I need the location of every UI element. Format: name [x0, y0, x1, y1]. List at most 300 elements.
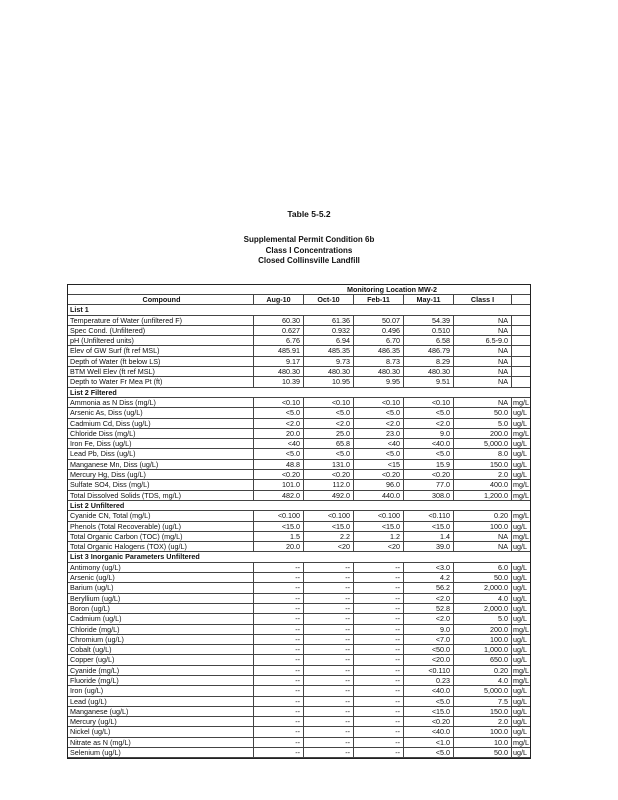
value-cell: 4.2	[404, 573, 454, 582]
value-cell: --	[354, 594, 404, 603]
value-cell: 1.2	[354, 532, 404, 541]
value-cell: --	[254, 717, 304, 726]
value-cell: 1.5	[254, 532, 304, 541]
value-cell: <2.0	[404, 594, 454, 603]
table-row	[68, 398, 530, 408]
value-cell: --	[304, 655, 354, 664]
table-row	[68, 573, 530, 583]
value-cell: --	[254, 625, 304, 634]
value-cell: <1.0	[404, 738, 454, 747]
unit-cell: mg/L	[513, 490, 529, 500]
value-cell: <40.0	[404, 686, 454, 695]
value-cell: <2.0	[254, 419, 304, 428]
section-row	[68, 552, 530, 562]
value-cell: <5.0	[404, 748, 454, 757]
compound-cell: Manganese (ug/L)	[68, 707, 254, 716]
value-cell: --	[304, 614, 354, 623]
compound-cell: Cyanide (mg/L)	[68, 666, 254, 675]
value-cell: <0.10	[254, 398, 304, 407]
value-cell: <2.0	[354, 419, 404, 428]
value-cell: 9.0	[404, 429, 454, 438]
compound-cell: Ammonia as N Diss (mg/L)	[68, 398, 254, 407]
location-header: Monitoring Location MW-2	[68, 285, 530, 295]
value-cell: --	[354, 717, 404, 726]
table-row	[68, 676, 530, 686]
table-row	[68, 522, 530, 532]
value-cell: 39.0	[404, 542, 454, 551]
compound-cell: Total Organic Halogens (TOX) (ug/L)	[68, 542, 254, 551]
class-limit-cell: 100.0	[454, 635, 512, 644]
value-cell: <5.0	[404, 408, 454, 417]
value-cell: 77.0	[404, 480, 454, 489]
table-row	[68, 614, 530, 624]
class-limit-cell: NA	[454, 542, 512, 551]
compound-cell: Lead Pb, Diss (ug/L)	[68, 449, 254, 458]
value-cell: --	[304, 717, 354, 726]
value-cell: --	[354, 635, 404, 644]
value-cell: --	[354, 686, 404, 695]
value-cell: 0.496	[354, 326, 404, 335]
value-cell: --	[354, 697, 404, 706]
class-limit-cell: 50.0	[454, 748, 512, 757]
value-cell: 50.07	[354, 316, 404, 325]
value-cell: --	[304, 738, 354, 747]
unit-cell: ug/L	[513, 521, 527, 531]
compound-cell: Chloride Diss (mg/L)	[68, 429, 254, 438]
value-cell: --	[354, 655, 404, 664]
value-cell: 480.30	[254, 367, 304, 376]
compound-cell: Cyanide CN, Total (mg/L)	[68, 511, 254, 520]
class-limit-cell: 6.0	[454, 563, 512, 572]
class-limit-cell: NA	[454, 367, 512, 376]
value-cell: 101.0	[254, 480, 304, 489]
table-row	[68, 346, 530, 356]
value-cell: <0.110	[404, 511, 454, 520]
compound-cell: Depth of Water (ft below LS)	[68, 357, 254, 366]
value-cell: <2.0	[404, 614, 454, 623]
value-cell: --	[304, 645, 354, 654]
compound-cell: Depth to Water Fr Mea Pt (ft)	[68, 377, 254, 386]
value-cell: <15.0	[404, 707, 454, 716]
value-cell: --	[304, 583, 354, 592]
value-cell: --	[304, 604, 354, 613]
class-limit-cell: NA	[454, 532, 512, 541]
table-row	[68, 480, 530, 490]
value-cell: <5.0	[404, 449, 454, 458]
value-cell: 480.30	[354, 367, 404, 376]
value-cell: 56.2	[404, 583, 454, 592]
table-row	[68, 419, 530, 429]
table-row	[68, 686, 530, 696]
compound-cell: Cadmium Cd, Diss (ug/L)	[68, 419, 254, 428]
class-limit-cell: 5,000.0	[454, 439, 512, 448]
table-row	[68, 439, 530, 449]
value-cell: 0.932	[304, 326, 354, 335]
unit-cell: mg/L	[513, 511, 529, 521]
value-cell: --	[354, 707, 404, 716]
value-cell: <15.0	[354, 522, 404, 531]
value-cell: 96.0	[354, 480, 404, 489]
section-row	[68, 388, 530, 398]
unit-cell: ug/L	[513, 459, 527, 469]
value-cell: --	[304, 594, 354, 603]
compound-cell: Arsenic As, Diss (ug/L)	[68, 408, 254, 417]
value-cell: --	[304, 573, 354, 582]
value-cell: <5.0	[354, 408, 404, 417]
column-header: Oct-10	[304, 295, 354, 304]
value-cell: <0.20	[404, 470, 454, 479]
value-cell: --	[254, 573, 304, 582]
value-cell: --	[254, 655, 304, 664]
value-cell: 10.39	[254, 377, 304, 386]
value-cell: --	[254, 738, 304, 747]
value-cell: <0.10	[404, 398, 454, 407]
compound-cell: Mercury Hg, Diss (ug/L)	[68, 470, 254, 479]
unit-cell	[512, 336, 530, 345]
compound-cell: Total Organic Carbon (TOC) (mg/L)	[68, 532, 254, 541]
class-limit-cell: 5,000.0	[454, 686, 512, 695]
value-cell: --	[354, 625, 404, 634]
class-limit-cell: 4.0	[454, 594, 512, 603]
value-cell: 8.73	[354, 357, 404, 366]
value-cell: 6.58	[404, 336, 454, 345]
value-cell: <5.0	[254, 408, 304, 417]
compound-cell: Temperature of Water (unfiltered F)	[68, 316, 254, 325]
value-cell: 9.73	[304, 357, 354, 366]
unit-cell: ug/L	[513, 748, 527, 758]
compound-cell: Arsenic (ug/L)	[68, 573, 254, 582]
value-cell: 54.39	[404, 316, 454, 325]
class-limit-cell: 10.0	[454, 738, 512, 747]
value-cell: <5.0	[304, 449, 354, 458]
class-limit-cell: 8.0	[454, 449, 512, 458]
unit-cell	[512, 357, 530, 366]
value-cell: --	[304, 625, 354, 634]
table-row	[68, 357, 530, 367]
value-cell: <15	[354, 460, 404, 469]
table-row	[68, 604, 530, 614]
data-table	[67, 284, 531, 759]
section-row	[68, 305, 530, 315]
value-cell: 9.51	[404, 377, 454, 386]
value-cell: --	[254, 583, 304, 592]
compound-cell: Beryllium (ug/L)	[68, 594, 254, 603]
value-cell: --	[254, 645, 304, 654]
value-cell: --	[304, 666, 354, 675]
value-cell: <0.10	[354, 398, 404, 407]
column-header: Compound	[68, 295, 254, 304]
value-cell: <0.100	[304, 511, 354, 520]
value-cell: 10.95	[304, 377, 354, 386]
class-limit-cell: 2.0	[454, 470, 512, 479]
table-row	[68, 738, 530, 748]
section-row	[68, 501, 530, 511]
value-cell: --	[304, 686, 354, 695]
value-cell: --	[254, 697, 304, 706]
class-limit-cell: 5.0	[454, 419, 512, 428]
value-cell: <0.20	[304, 470, 354, 479]
value-cell: <0.20	[254, 470, 304, 479]
value-cell: --	[304, 707, 354, 716]
value-cell: --	[304, 727, 354, 736]
table-row	[68, 717, 530, 727]
value-cell: 440.0	[354, 491, 404, 500]
class-limit-cell: 2.0	[454, 717, 512, 726]
class-limit-cell: 50.0	[454, 573, 512, 582]
unit-cell: mg/L	[513, 665, 529, 675]
class-limit-cell: 100.0	[454, 522, 512, 531]
class-limit-cell: 2,000.0	[454, 583, 512, 592]
value-cell: --	[354, 645, 404, 654]
compound-cell: Antimony (ug/L)	[68, 563, 254, 572]
value-cell: 308.0	[404, 491, 454, 500]
unit-cell: ug/L	[513, 593, 527, 603]
value-cell: --	[254, 563, 304, 572]
value-cell: <0.10	[304, 398, 354, 407]
unit-cell: ug/L	[513, 696, 527, 706]
value-cell: --	[354, 727, 404, 736]
value-cell: <5.0	[354, 449, 404, 458]
table-number: Table 5-5.2	[287, 209, 331, 219]
value-cell: 482.0	[254, 491, 304, 500]
table-row	[68, 491, 530, 501]
value-cell: <50.0	[404, 645, 454, 654]
unit-cell: mg/L	[513, 624, 529, 634]
class-limit-cell: 7.5	[454, 697, 512, 706]
table-body	[68, 305, 530, 758]
table-row	[68, 655, 530, 665]
value-cell: <2.0	[404, 419, 454, 428]
table-row	[68, 367, 530, 377]
value-cell: <20	[304, 542, 354, 551]
value-cell: --	[254, 614, 304, 623]
compound-cell: Total Dissolved Solids (TDS, mg/L)	[68, 491, 254, 500]
table-row	[68, 542, 530, 552]
class-limit-cell: NA	[454, 326, 512, 335]
table-row	[68, 666, 530, 676]
value-cell: --	[254, 666, 304, 675]
table-row	[68, 326, 530, 336]
value-cell: 9.0	[404, 625, 454, 634]
class-limit-cell: 50.0	[454, 408, 512, 417]
class-limit-cell: 150.0	[454, 460, 512, 469]
value-cell: 6.94	[304, 336, 354, 345]
unit-cell: mg/L	[513, 531, 529, 541]
table-row	[68, 336, 530, 346]
value-cell: 9.95	[354, 377, 404, 386]
value-cell: 25.0	[304, 429, 354, 438]
section-label: List 2 Filtered	[70, 387, 117, 397]
value-cell: --	[304, 676, 354, 685]
section-label: List 1	[70, 305, 89, 315]
class-limit-cell: 200.0	[454, 625, 512, 634]
unit-cell: ug/L	[513, 655, 527, 665]
compound-cell: Cadmium (ug/L)	[68, 614, 254, 623]
value-cell: <5.0	[404, 697, 454, 706]
value-cell: <15.0	[404, 522, 454, 531]
unit-cell: mg/L	[513, 675, 529, 685]
table-row	[68, 748, 530, 758]
value-cell: --	[354, 666, 404, 675]
column-header: Aug-10	[254, 295, 304, 304]
value-cell: 2.2	[304, 532, 354, 541]
class-limit-cell: NA	[454, 357, 512, 366]
unit-cell: ug/L	[513, 603, 527, 613]
column-header: Class I	[454, 295, 512, 304]
value-cell: --	[304, 563, 354, 572]
class-limit-cell: 650.0	[454, 655, 512, 664]
compound-cell: Boron (ug/L)	[68, 604, 254, 613]
value-cell: 0.510	[404, 326, 454, 335]
compound-cell: Spec Cond. (Unfiltered)	[68, 326, 254, 335]
class-limit-cell: 0.20	[454, 511, 512, 520]
value-cell: 6.70	[354, 336, 404, 345]
table-row	[68, 563, 530, 573]
unit-cell: ug/L	[513, 634, 527, 644]
table-row	[68, 645, 530, 655]
unit-cell	[512, 377, 530, 386]
value-cell: <40.0	[404, 727, 454, 736]
value-cell: 0.627	[254, 326, 304, 335]
table-row	[68, 635, 530, 645]
unit-cell: mg/L	[513, 480, 529, 490]
table-row	[68, 460, 530, 470]
value-cell: 15.9	[404, 460, 454, 469]
caption-line-3: Closed Collinsville Landfill	[258, 256, 360, 265]
compound-cell: Mercury (ug/L)	[68, 717, 254, 726]
value-cell: <3.0	[404, 563, 454, 572]
value-cell: 8.29	[404, 357, 454, 366]
value-cell: 6.76	[254, 336, 304, 345]
unit-cell: ug/L	[513, 439, 527, 449]
value-cell: --	[254, 707, 304, 716]
compound-cell: Nickel (ug/L)	[68, 727, 254, 736]
compound-cell: Elev of GW Surf (ft ref MSL)	[68, 346, 254, 355]
value-cell: --	[254, 676, 304, 685]
unit-cell: mg/L	[513, 397, 529, 407]
unit-cell	[512, 326, 530, 335]
value-cell: 65.8	[304, 439, 354, 448]
value-cell: <0.100	[354, 511, 404, 520]
value-cell: --	[354, 614, 404, 623]
compound-cell: Iron (ug/L)	[68, 686, 254, 695]
value-cell: --	[354, 583, 404, 592]
value-cell: 0.23	[404, 676, 454, 685]
compound-cell: Selenium (ug/L)	[68, 748, 254, 757]
value-cell: 9.17	[254, 357, 304, 366]
compound-cell: Nitrate as N (mg/L)	[68, 738, 254, 747]
compound-cell: Manganese Mn, Diss (ug/L)	[68, 460, 254, 469]
compound-cell: Sulfate SO4, Diss (mg/L)	[68, 480, 254, 489]
value-cell: <40.0	[404, 439, 454, 448]
value-cell: --	[254, 748, 304, 757]
value-cell: --	[254, 727, 304, 736]
compound-cell: Chloride (mg/L)	[68, 625, 254, 634]
value-cell: 20.0	[254, 429, 304, 438]
class-limit-cell: 100.0	[454, 727, 512, 736]
value-cell: <7.0	[404, 635, 454, 644]
value-cell: <0.100	[254, 511, 304, 520]
value-cell: --	[254, 686, 304, 695]
value-cell: 486.35	[354, 346, 404, 355]
section-label: List 3 Inorganic Parameters Unfiltered	[70, 552, 200, 562]
table-row	[68, 625, 530, 635]
value-cell: --	[354, 563, 404, 572]
column-header-row	[68, 295, 530, 305]
unit-cell: ug/L	[513, 717, 527, 727]
class-limit-cell: NA	[454, 346, 512, 355]
compound-cell: Cobalt (ug/L)	[68, 645, 254, 654]
table-row	[68, 408, 530, 418]
class-limit-cell: NA	[454, 398, 512, 407]
value-cell: 61.36	[304, 316, 354, 325]
column-header	[512, 295, 530, 304]
table-row	[68, 377, 530, 387]
value-cell: 1.4	[404, 532, 454, 541]
section-label: List 2 Unfiltered	[70, 500, 125, 510]
compound-cell: pH (Unfiltered units)	[68, 336, 254, 345]
unit-cell: ug/L	[513, 645, 527, 655]
value-cell: --	[304, 697, 354, 706]
class-limit-cell: 400.0	[454, 480, 512, 489]
table-row	[68, 470, 530, 480]
value-cell: <20	[354, 542, 404, 551]
value-cell: 486.79	[404, 346, 454, 355]
compound-cell: Iron Fe, Diss (ug/L)	[68, 439, 254, 448]
value-cell: <0.20	[404, 717, 454, 726]
value-cell: <0.110	[404, 666, 454, 675]
value-cell: --	[254, 635, 304, 644]
unit-cell: ug/L	[513, 583, 527, 593]
unit-cell	[512, 367, 530, 376]
table-row	[68, 707, 530, 717]
value-cell: --	[354, 748, 404, 757]
value-cell: --	[354, 604, 404, 613]
value-cell: <15.0	[254, 522, 304, 531]
unit-cell: ug/L	[513, 418, 527, 428]
compound-cell: Copper (ug/L)	[68, 655, 254, 664]
table-row	[68, 316, 530, 326]
caption-line-1: Supplemental Permit Condition 6b	[243, 235, 375, 244]
unit-cell: mg/L	[513, 737, 529, 747]
unit-cell: ug/L	[513, 408, 527, 418]
value-cell: --	[304, 748, 354, 757]
value-cell: <40	[254, 439, 304, 448]
unit-cell: ug/L	[513, 449, 527, 459]
value-cell: 60.30	[254, 316, 304, 325]
unit-cell: ug/L	[513, 706, 527, 716]
table-row	[68, 583, 530, 593]
unit-cell: ug/L	[513, 470, 527, 480]
compound-cell: BTM Well Elev (ft ref MSL)	[68, 367, 254, 376]
class-limit-cell: 2,000.0	[454, 604, 512, 613]
class-limit-cell: 5.0	[454, 614, 512, 623]
class-limit-cell: 0.20	[454, 666, 512, 675]
value-cell: 112.0	[304, 480, 354, 489]
column-header: May-11	[404, 295, 454, 304]
value-cell: 485.91	[254, 346, 304, 355]
value-cell: 485.35	[304, 346, 354, 355]
value-cell: --	[354, 676, 404, 685]
table-row	[68, 727, 530, 737]
class-limit-cell: 1,000.0	[454, 645, 512, 654]
value-cell: <20.0	[404, 655, 454, 664]
class-limit-cell: 150.0	[454, 707, 512, 716]
value-cell: 131.0	[304, 460, 354, 469]
value-cell: 48.8	[254, 460, 304, 469]
value-cell: 480.30	[404, 367, 454, 376]
class-limit-cell: 200.0	[454, 429, 512, 438]
